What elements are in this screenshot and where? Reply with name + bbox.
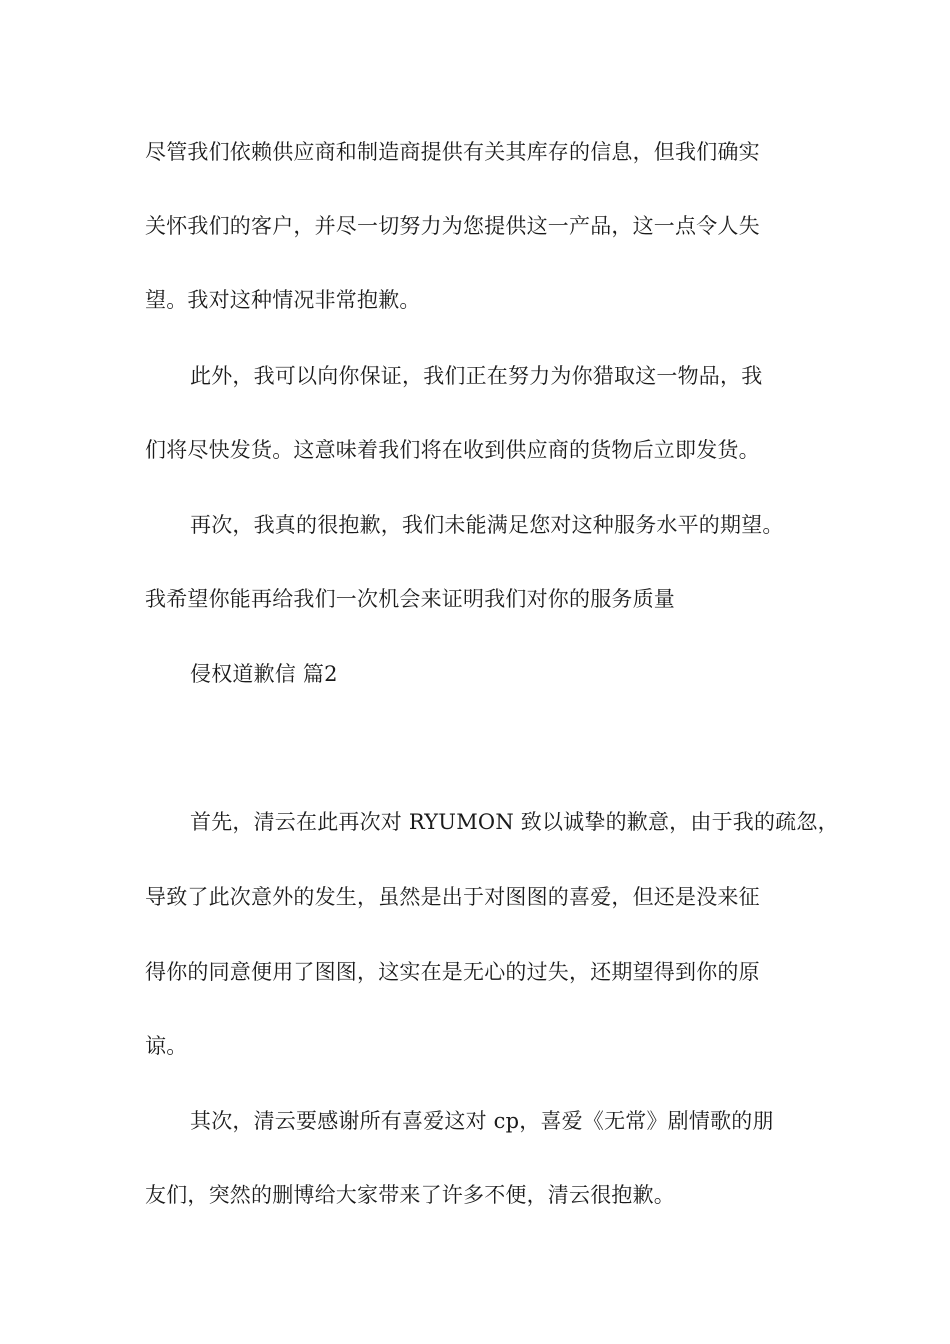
paragraph-line: 再次，我真的很抱歉，我们未能满足您对这种服务水平的期望。	[190, 513, 784, 537]
paragraph-line: 我希望你能再给我们一次机会来证明我们对你的服务质量	[145, 587, 675, 611]
paragraph-line: 们将尽快发货。这意味着我们将在收到供应商的货物后立即发货。	[145, 438, 760, 462]
paragraph-line: 得你的同意便用了图图，这实在是无心的过失，还期望得到你的原	[145, 960, 760, 984]
paragraph-line: 首先，清云在此再次对 RYUMON 致以诚挚的歉意，由于我的疏忽，	[190, 810, 839, 834]
paragraph-line: 此外，我可以向你保证，我们正在努力为你猎取这一物品，我	[190, 364, 763, 388]
paragraph-line: 望。我对这种情况非常抱歉。	[145, 288, 421, 312]
paragraph-line: 导致了此次意外的发生，虽然是出于对图图的喜爱，但还是没来征	[145, 885, 760, 909]
paragraph-line: 其次，清云要感谢所有喜爱这对 cp，喜爱《无常》剧情歌的朋	[190, 1109, 774, 1133]
paragraph-line: 尽管我们依赖供应商和制造商提供有关其库存的信息，但我们确实	[145, 140, 760, 164]
paragraph-line: 关怀我们的客户，并尽一切努力为您提供这一产品，这一点令人失	[145, 214, 760, 238]
paragraph-line: 谅。	[145, 1034, 188, 1058]
paragraph-line: 友们，突然的删博给大家带来了许多不便，清云很抱歉。	[145, 1183, 675, 1207]
section-heading: 侵权道歉信 篇2	[190, 662, 338, 686]
